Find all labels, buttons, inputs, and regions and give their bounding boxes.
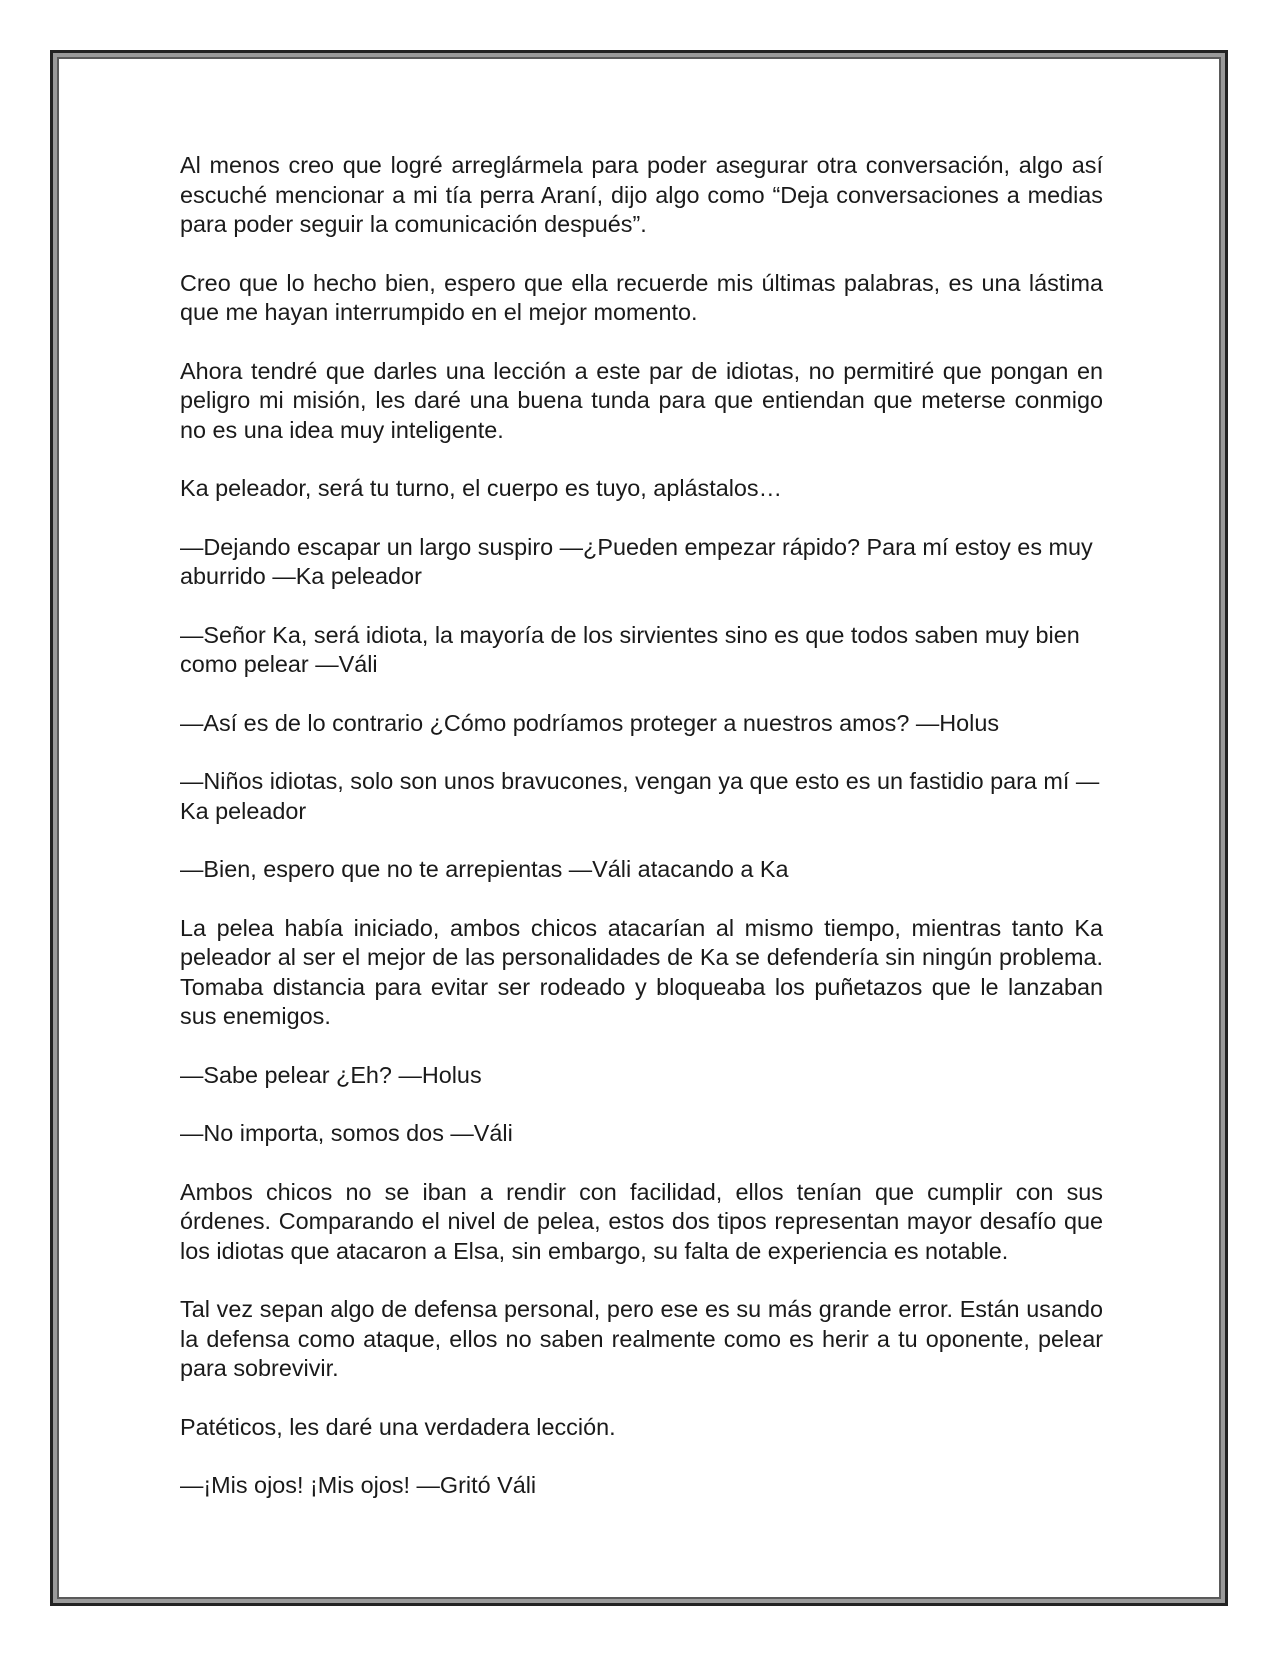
- dialogue-line-8: —¡Mis ojos! ¡Mis ojos! —Gritó Váli: [180, 1472, 537, 1498]
- paragraph-8: Patéticos, les daré una verdadera lección.: [180, 1413, 616, 1440]
- paragraph-7: Tal vez sepan algo de defensa personal, pero ese es su más grande error. Están usando la defensa como ataque, ellos no saben realmente como es herir a tu oponente, pelear para sobrevivir.: [180, 1296, 1103, 1381]
- page-frame: [50, 50, 1228, 1606]
- dialogue-line-2: —Señor Ka, será idiota, la mayoría de los sirvientes sino es que todos saben muy bien como pelear —Váli: [180, 621, 1080, 677]
- paragraph-4: Ka peleador, será tu turno, el cuerpo es tuyo, aplástalos…: [180, 475, 783, 501]
- paragraph-1: Al menos creo que logré arreglármela para poder asegurar otra conversación, algo así escuché mencionar a mi tía perra Araní, dijo algo como “Deja conversaciones a medias para poder seguir la comunicación después”.: [180, 152, 1103, 237]
- paragraph-2: Creo que lo hecho bien, espero que ella recuerde mis últimas palabras, es una lástima que me hayan interrumpido en el mejor momento.: [180, 269, 1103, 325]
- text-body: [180, 151, 1103, 1530]
- dialogue-line-1: —Dejando escapar un largo suspiro —¿Pueden empezar rápido? Para mí estoy es muy aburrido —Ka peleador: [180, 533, 1093, 589]
- paragraph-3: Ahora tendré que darles una lección a este par de idiotas, no permitiré que pongan en peligro mi misión, les daré una buena tunda para que entiendan que meterse conmigo no es una idea muy inteligente.: [180, 357, 1103, 443]
- dialogue-line-4: —Niños idiotas, solo son unos bravucones, vengan ya que esto es un fastidio para mí —Ka peleador: [180, 768, 1100, 824]
- dialogue-line-7: —No importa, somos dos —Váli: [180, 1120, 513, 1146]
- paragraph-5: La pelea había iniciado, ambos chicos atacarían al mismo tiempo, mientras tanto Ka peleador al ser el mejor de las personalidades de Ka se defendería sin ningún problema. Tomaba distancia para evitar ser rodeado y bloqueaba los puñetazos que le lanzaban sus enemigos.: [180, 914, 1103, 1029]
- dialogue-line-6: —Sabe pelear ¿Eh? —Holus: [180, 1061, 482, 1088]
- dialogue-line-3: —Así es de lo contrario ¿Cómo podríamos proteger a nuestros amos? —Holus: [180, 709, 1000, 736]
- page: [57, 57, 1221, 1599]
- paragraph-6: Ambos chicos no se iban a rendir con facilidad, ellos tenían que cumplir con sus órdenes. Comparando el nivel de pelea, estos dos tipos representan mayor desafío que los idiotas que atacaron a Elsa, sin embargo, su falta de experiencia es notable.: [180, 1178, 1103, 1264]
- dialogue-line-5: —Bien, espero que no te arrepientas —Váli atacando a Ka: [180, 856, 789, 882]
